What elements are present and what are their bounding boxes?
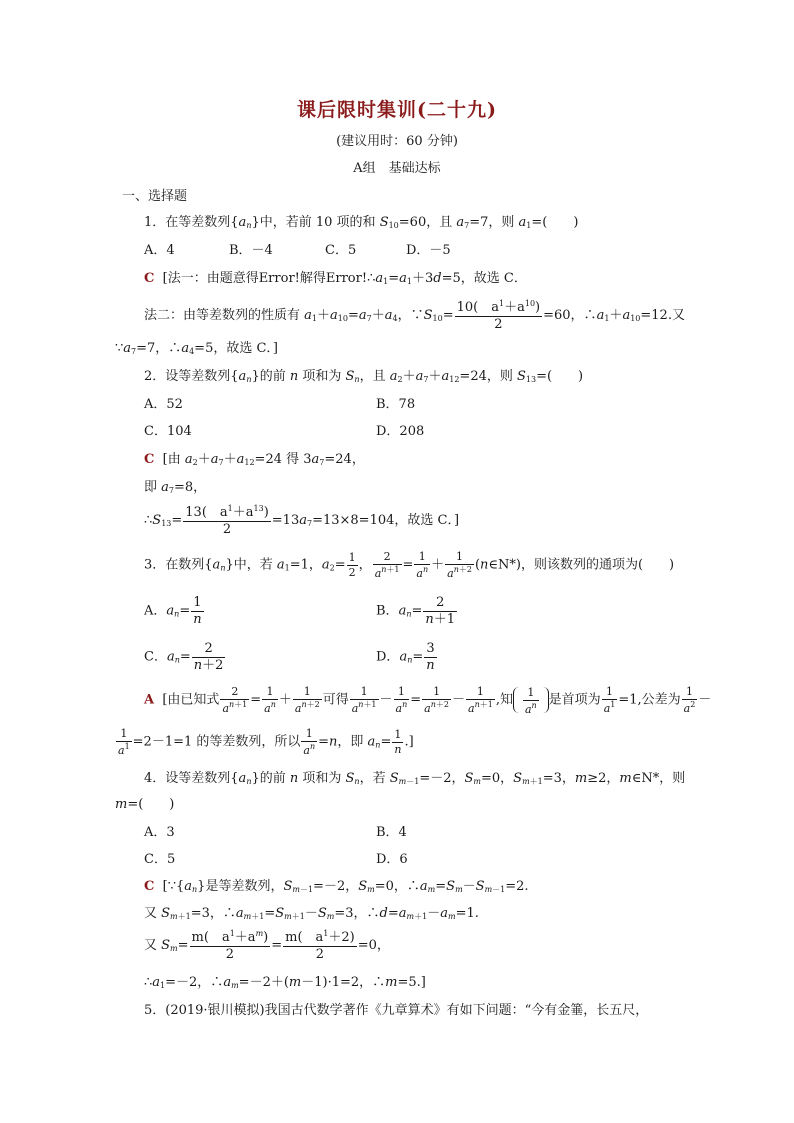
q3-option-a: A．$a_n=$ $\frac{1}{n}$: [144, 595, 202, 627]
q4-solution-line1: C [$\because\{a_n\}$是等差数列，$S_{m-1}=-2$，$S_m=0$，$\therefore a_m=S_m-S_{m-1}=2$.: [144, 879, 529, 894]
sequence-brace: $\frac{1}{a^n}$: [513, 687, 549, 713]
q2-option-c: C．104: [144, 424, 192, 439]
q4-solution-line3: 又 $S_m=$ $\frac{m( a^1+a^m)}{2}$ = $\frac{m( a^1+2)}{2}$ =0，: [144, 929, 390, 962]
q3-solution-line2: $\frac{1}{a^1}$ =2－1=1 的等差数列，所以 $\frac{1}{a^n}$ =n，即 $a_n=$ $\frac{1}{n}$ .]: [118, 727, 414, 757]
q4-solution-line4: $\therefore a_1=-2$，$\therefore a_m=-2+(m-1)\cdot 1=2$，∴m=5.]: [144, 975, 426, 990]
q1-option-c: C．5: [325, 243, 357, 258]
q2-option-a: A．52: [144, 397, 183, 412]
q2-option-d: D．208: [376, 424, 425, 439]
group-heading: A组 基础达标: [353, 161, 441, 176]
q2-solution-line3: $\therefore S_{13}=$ $\frac{13( a^1+a^{13})}{2}$ $=13a_7=13\times 8=104$，故选 C．]: [144, 504, 460, 537]
q3-stem: 3．在数列$\{a_n\}$中，若 $a_1=1$，$a_2=$ $\frac{1}{2}$ ， $\frac{2}{a^{n+1}}$ = $\frac{1}{a^n}$ ＋ $\frac{1}{a^{n+2}}$ (n∈N*)，则该数列的通项为( ): [144, 550, 675, 580]
q4-answer: C: [144, 879, 155, 894]
q2-stem: 2．设等差数列$\{a_n\}$的前 n 项和为 $S_n$，且 $a_2+a_7+a_{12}=24$，则 $S_{13}=$( ): [144, 369, 584, 384]
time-note: (建议用时：60 分钟): [336, 134, 458, 149]
q1-stem: 1．在等差数列$\{a_n\}$中，若前 10 项的和 $S_{10}=60$，且 $a_7=7$，则 $a_1=$( ): [144, 215, 579, 230]
q1-answer: C: [144, 271, 155, 286]
q2-solution-line1: C [由 $a_2+a_7+a_{12}=24$ 得 $3a_7=24$，: [144, 452, 365, 467]
q5-stem: 5．(2019·银川模拟)我国古代数学著作《九章算术》有如下问题：“今有金箠，长五尺，: [144, 1003, 649, 1018]
q4-option-d: D．6: [376, 852, 408, 867]
page-title: 课后限时集训(二十九): [297, 99, 497, 121]
section-heading: 一、选择题: [122, 189, 188, 204]
q1-solution-line3: $\because a_7=7$，$\therefore a_4=5$，故选 C．]: [115, 341, 278, 356]
q3-answer: A: [144, 692, 155, 708]
q4-stem-line1: 4．设等差数列$\{a_n\}$的前 n 项和为 $S_n$，若 $S_{m-1}=-2$，$S_m=0$，$S_{m+1}=3$，m≥2，m∈N*，则: [144, 771, 686, 786]
q4-option-c: C．5: [144, 852, 176, 867]
q4-stem-line2: m=( ): [115, 797, 175, 812]
q4-solution-line2: 又 $S_{m+1}=3$，$\therefore a_{m+1}=S_{m+1}-S_m=3$，$\therefore d=a_{m+1}-a_m=1$.: [144, 906, 479, 921]
q1-option-d: D．－5: [406, 243, 451, 258]
q2-solution-line2: 即 $a_7=8$，: [144, 480, 207, 495]
q1-solution-line1: C [法一：由题意得Error!解得$Error!\therefore a_1=a_1+3d=5$，故选 C．: [144, 271, 527, 286]
q3-solution-line1: A [由已知式 $\frac{2}{a^{n+1}}$ = $\frac{1}{a^n}$ ＋ $\frac{1}{a^{n+2}}$ 可得 $\frac{1}{a^{n+1}}$ － $\frac{1}{a^n}$ = $\frac{1}{a^{n+2}}$ － $\frac{1}{a^{n+1}}$ ,知 $\frac{1}{a^n}$ 是首项为 $\frac{1}{a^1}$ =1,公差为 $\frac{1}{a^2}$ －: [144, 685, 712, 716]
q3-option-c: C．$a_n=$ $\frac{2}{n+2}$: [144, 641, 224, 673]
q1-option-b: B．－4: [229, 243, 273, 258]
q4-option-a: A．3: [144, 825, 175, 840]
q3-option-b: B．$a_n=$ $\frac{2}{n+1}$: [376, 595, 456, 627]
q1-solution-line2: 法二：由等差数列的性质有 $a_1+a_{10}=a_7+a_4$，$\because S_{10}=$ $\frac{10( a^1+a^{10})}{2}$ =60，$\therefore a_1+a_{10}=12$.又: [144, 299, 685, 332]
q4-option-b: B．4: [376, 825, 407, 840]
q3-option-d: D．$a_n=$ $\frac{3}{n}$: [376, 641, 435, 673]
q1-option-a: A．4: [144, 243, 175, 258]
q2-answer: C: [144, 452, 155, 467]
q2-option-b: B．78: [376, 397, 416, 412]
